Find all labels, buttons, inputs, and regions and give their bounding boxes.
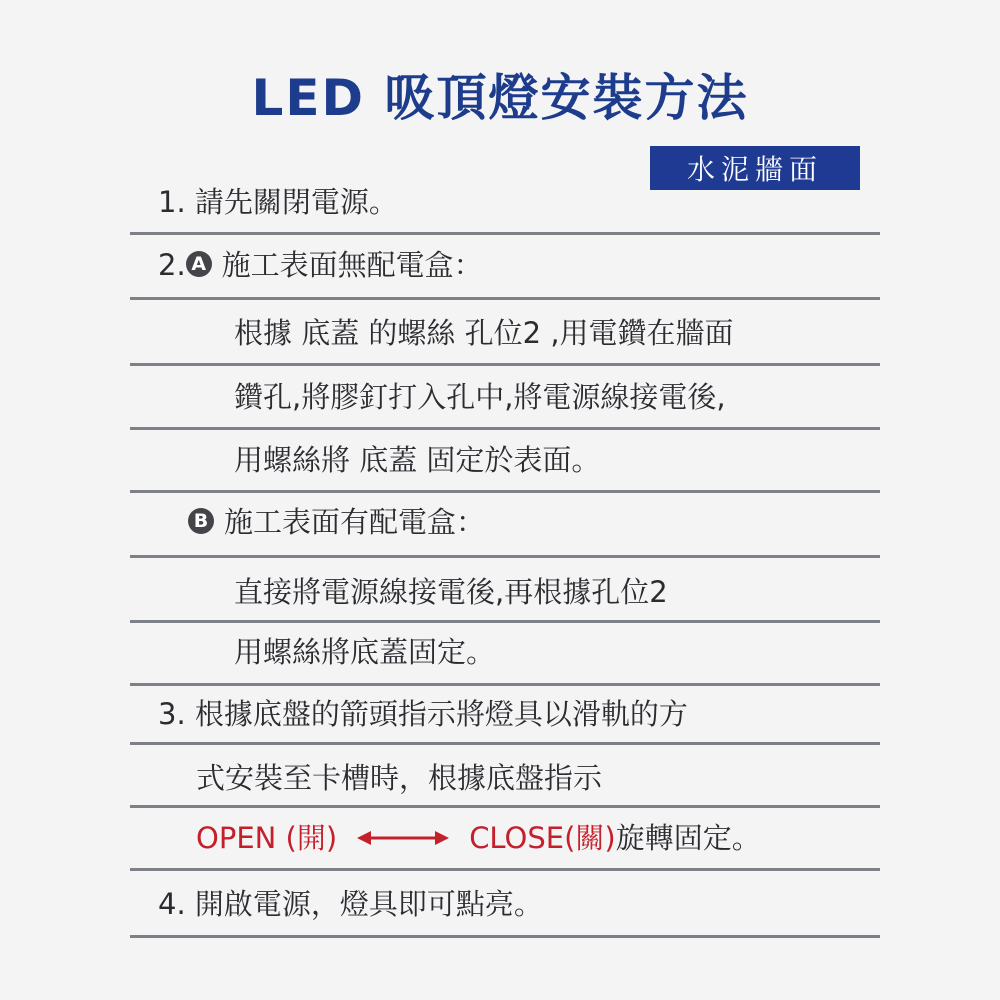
divider	[130, 742, 880, 745]
step-2b-line: 直接將電源線接電後,再根據孔位2	[234, 575, 668, 609]
step-2b-heading-row	[188, 502, 485, 542]
divider	[130, 805, 880, 808]
divider	[130, 868, 880, 871]
divider	[130, 683, 880, 686]
surface-type-badge: 水泥牆面	[650, 146, 860, 190]
divider	[130, 427, 880, 430]
step-4: 4. 開啟電源，燈具即可點亮。	[158, 887, 543, 921]
step-2a-heading: 施工表面無配電盒：	[221, 248, 483, 282]
step-2-number: 2.	[158, 248, 186, 282]
divider	[130, 555, 880, 558]
close-label: CLOSE(關)	[469, 821, 616, 855]
step-2a-line: 根據 底蓋 的螺絲 孔位2 ,用電鑽在牆面	[234, 316, 734, 350]
divider	[130, 935, 880, 938]
open-label: OPEN (開)	[196, 821, 338, 855]
step-3-rotation-row	[196, 818, 761, 860]
marker-b-icon: B	[188, 508, 214, 534]
double-arrow-icon	[357, 817, 449, 857]
step-2b-heading: 施工表面有配電盒：	[224, 505, 486, 539]
divider	[130, 232, 880, 235]
step-1: 1. 請先關閉電源。	[158, 185, 398, 219]
step-2a-line: 用螺絲將 底蓋 固定於表面。	[234, 443, 601, 477]
step-2b-line: 用螺絲將底蓋固定。	[234, 635, 496, 669]
step-2a-line: 鑽孔,將膠釘打入孔中,將電源線接電後,	[234, 380, 726, 414]
divider	[130, 620, 880, 623]
step-2a-heading-row	[158, 245, 483, 285]
divider	[130, 490, 880, 493]
step-3-tail: 旋轉固定。	[615, 821, 761, 855]
divider	[130, 297, 880, 300]
divider	[130, 363, 880, 366]
step-3-line: 3. 根據底盤的箭頭指示將燈具以滑軌的方	[158, 697, 688, 731]
marker-a-icon: A	[186, 251, 212, 277]
step-3-line: 式安裝至卡槽時，根據底盤指示	[196, 761, 603, 795]
page-title: LED 吸頂燈安裝方法	[251, 69, 749, 127]
